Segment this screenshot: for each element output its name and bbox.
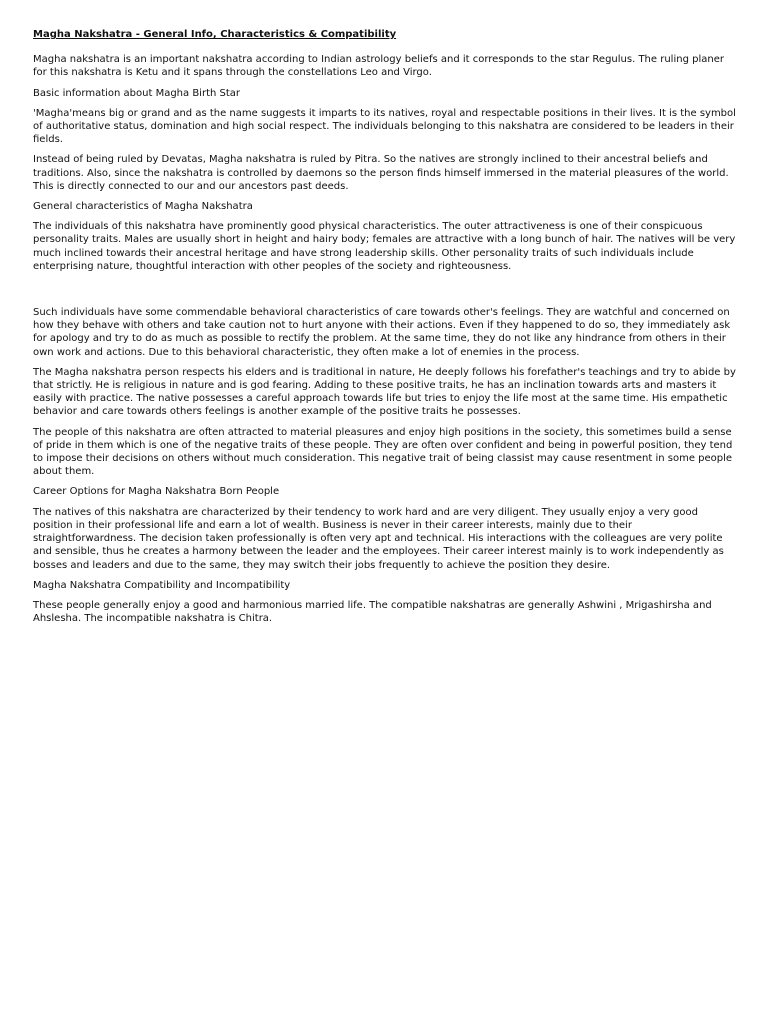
career-paragraph-1: The natives of this nakshatra are characterized by their tendency to work hard and are very diligent. They usually enjoy a very good position in their professional life and earn a lot of wealth. Business is never in their career interests, mainly due to their straightforwardness. The decision taken professionally is often very apt and technical. His interactions with the colleagues are very polite and sensible, thus he creates a harmony between the leader and the employees. Their career interest mainly is to work independently as bosses and leaders and due to the same, they may switch their jobs frequently to achieve the position they desire. <box>33 506 724 571</box>
paragraph-gap <box>33 280 736 306</box>
general-paragraph-4: The people of this nakshatra are often attracted to material pleasures and enjoy high positions in the society, this sometimes build a sense of pride in them which is one of the negative traits of these people. They are often over confident and being in powerful position, they tend to impose their decisions on others without much consideration. This negative trait of being classist may cause resentment in some people about them. <box>33 426 733 478</box>
intro-paragraph: Magha nakshatra is an important nakshatra according to Indian astrology beliefs and it corresponds to the star Regulus. The ruling planer for this nakshatra is Ketu and it spans through the constellations Leo and Virgo. <box>33 54 724 79</box>
section-heading-compatibility: Magha Nakshatra Compatibility and Incompatibility <box>33 579 291 591</box>
document-title: Magha Nakshatra - General Info, Characteristics & Compatibility <box>33 29 397 40</box>
basic-paragraph-2: Instead of being ruled by Devatas, Magha nakshatra is ruled by Pitra. So the natives are strongly inclined to their ancestral beliefs and traditions. Also, since the nakshatra is controlled by daemons so the person finds himself immersed in the material pleasures of the world. This is directly connected to our and our ancestors past deeds. <box>33 154 729 192</box>
general-paragraph-3: The Magha nakshatra person respects his elders and is traditional in nature, He deeply follows his forefather's teachings and try to abide by that strictly. He is religious in nature and is god fearing. Adding to these positive traits, he has an inclination towards arts and masters it easily with practice. The native possesses a careful approach towards life but tries to enjoy the life most at the same time. His empathetic behavior and care towards others feelings is another example of the positive traits he possesses. <box>33 366 736 418</box>
section-heading-general: General characteristics of Magha Nakshatra <box>33 201 253 213</box>
basic-paragraph-1: 'Magha'means big or grand and as the name suggests it imparts to its natives, royal and respectable positions in their lives. It is the symbol of authoritative status, domination and high social respect. The individuals belonging to this nakshatra are considered to be leaders in their fields. <box>33 107 736 146</box>
compatibility-paragraph-1: These people generally enjoy a good and harmonious married life. The compatible nakshatras are generally Ashwini , Mrigashirsha and Ahslesha. The incompatible nakshatra is Chitra. <box>33 599 712 625</box>
general-paragraph-2: Such individuals have some commendable behavioral characteristics of care towards other's feelings. They are watchful and concerned on how they behave with others and take caution not to hurt anyone with their actions. Even if they happened to do so, they immediately ask for apology and try to do as much as possible to rectify the problem. At the same time, they do not like any hindrance from others in their own work and actions. Due to this behavioral characteristic, they often make a lot of enemies in the process. <box>33 307 731 358</box>
section-heading-basic: Basic information about Magha Birth Star <box>33 87 241 99</box>
section-heading-career: Career Options for Magha Nakshatra Born People <box>33 486 280 498</box>
general-paragraph-1: The individuals of this nakshatra have prominently good physical characteristics. The outer attractiveness is one of their conspicuous personality traits. Males are usually short in height and hairy body; females are attractive with a long bunch of hair. The natives will be very much inclined towards their ancestral heritage and have strong leadership skills. Other personality traits of such individuals include enterprising nature, thoughtful interaction with other peoples of the society and righteousness. <box>33 221 736 272</box>
